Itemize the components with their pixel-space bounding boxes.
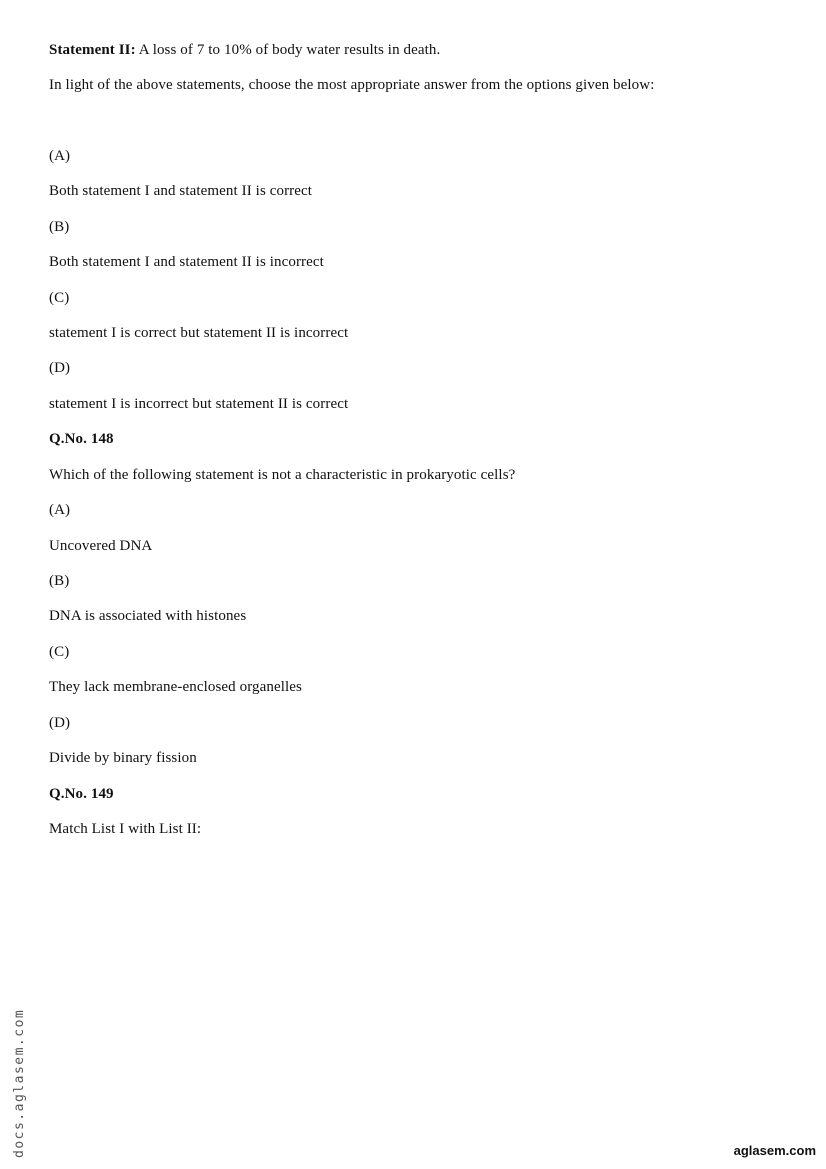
q147-option-b-label: (B) <box>49 219 70 235</box>
statement-2-text: A loss of 7 to 10% of body water results in death. <box>138 42 441 58</box>
q148-option-c-text: They lack membrane-enclosed organelles <box>49 679 302 695</box>
q147-option-a-text: Both statement I and statement II is correct <box>49 183 313 199</box>
q148-option-a-label: (A) <box>49 502 71 518</box>
q148-option-b-text: DNA is associated with histones <box>49 608 247 624</box>
q148-option-b-label: (B) <box>49 573 70 589</box>
q148-option-a-text: Uncovered DNA <box>49 538 153 554</box>
q147-option-b-text: Both statement I and statement II is incorrect <box>49 254 324 270</box>
q148-option-d-label: (D) <box>49 715 71 731</box>
q147-option-a-label: (A) <box>49 148 71 164</box>
q148-number: Q.No. 148 <box>49 431 114 447</box>
q147-instruction: In light of the above statements, choose the most appropriate answer from the options given below: <box>49 77 655 93</box>
q147-option-c-label: (C) <box>49 290 70 306</box>
q147-option-d-label: (D) <box>49 360 71 376</box>
q149-number: Q.No. 149 <box>49 786 114 802</box>
q148-option-c-label: (C) <box>49 644 70 660</box>
statement-2-label: Statement II: <box>49 42 136 58</box>
q147-option-d-text: statement I is incorrect but statement II is correct <box>49 396 349 412</box>
statement-2-line <box>49 40 440 60</box>
brand-watermark: aglasem.com <box>733 1143 816 1158</box>
q148-option-d-text: Divide by binary fission <box>49 750 197 766</box>
side-watermark: docs.aglasem.com <box>12 1008 27 1158</box>
q148-question: Which of the following statement is not a characteristic in prokaryotic cells? <box>49 467 516 483</box>
q147-option-c-text: statement I is correct but statement II is incorrect <box>49 325 349 341</box>
q149-question: Match List I with List II: <box>49 821 202 837</box>
